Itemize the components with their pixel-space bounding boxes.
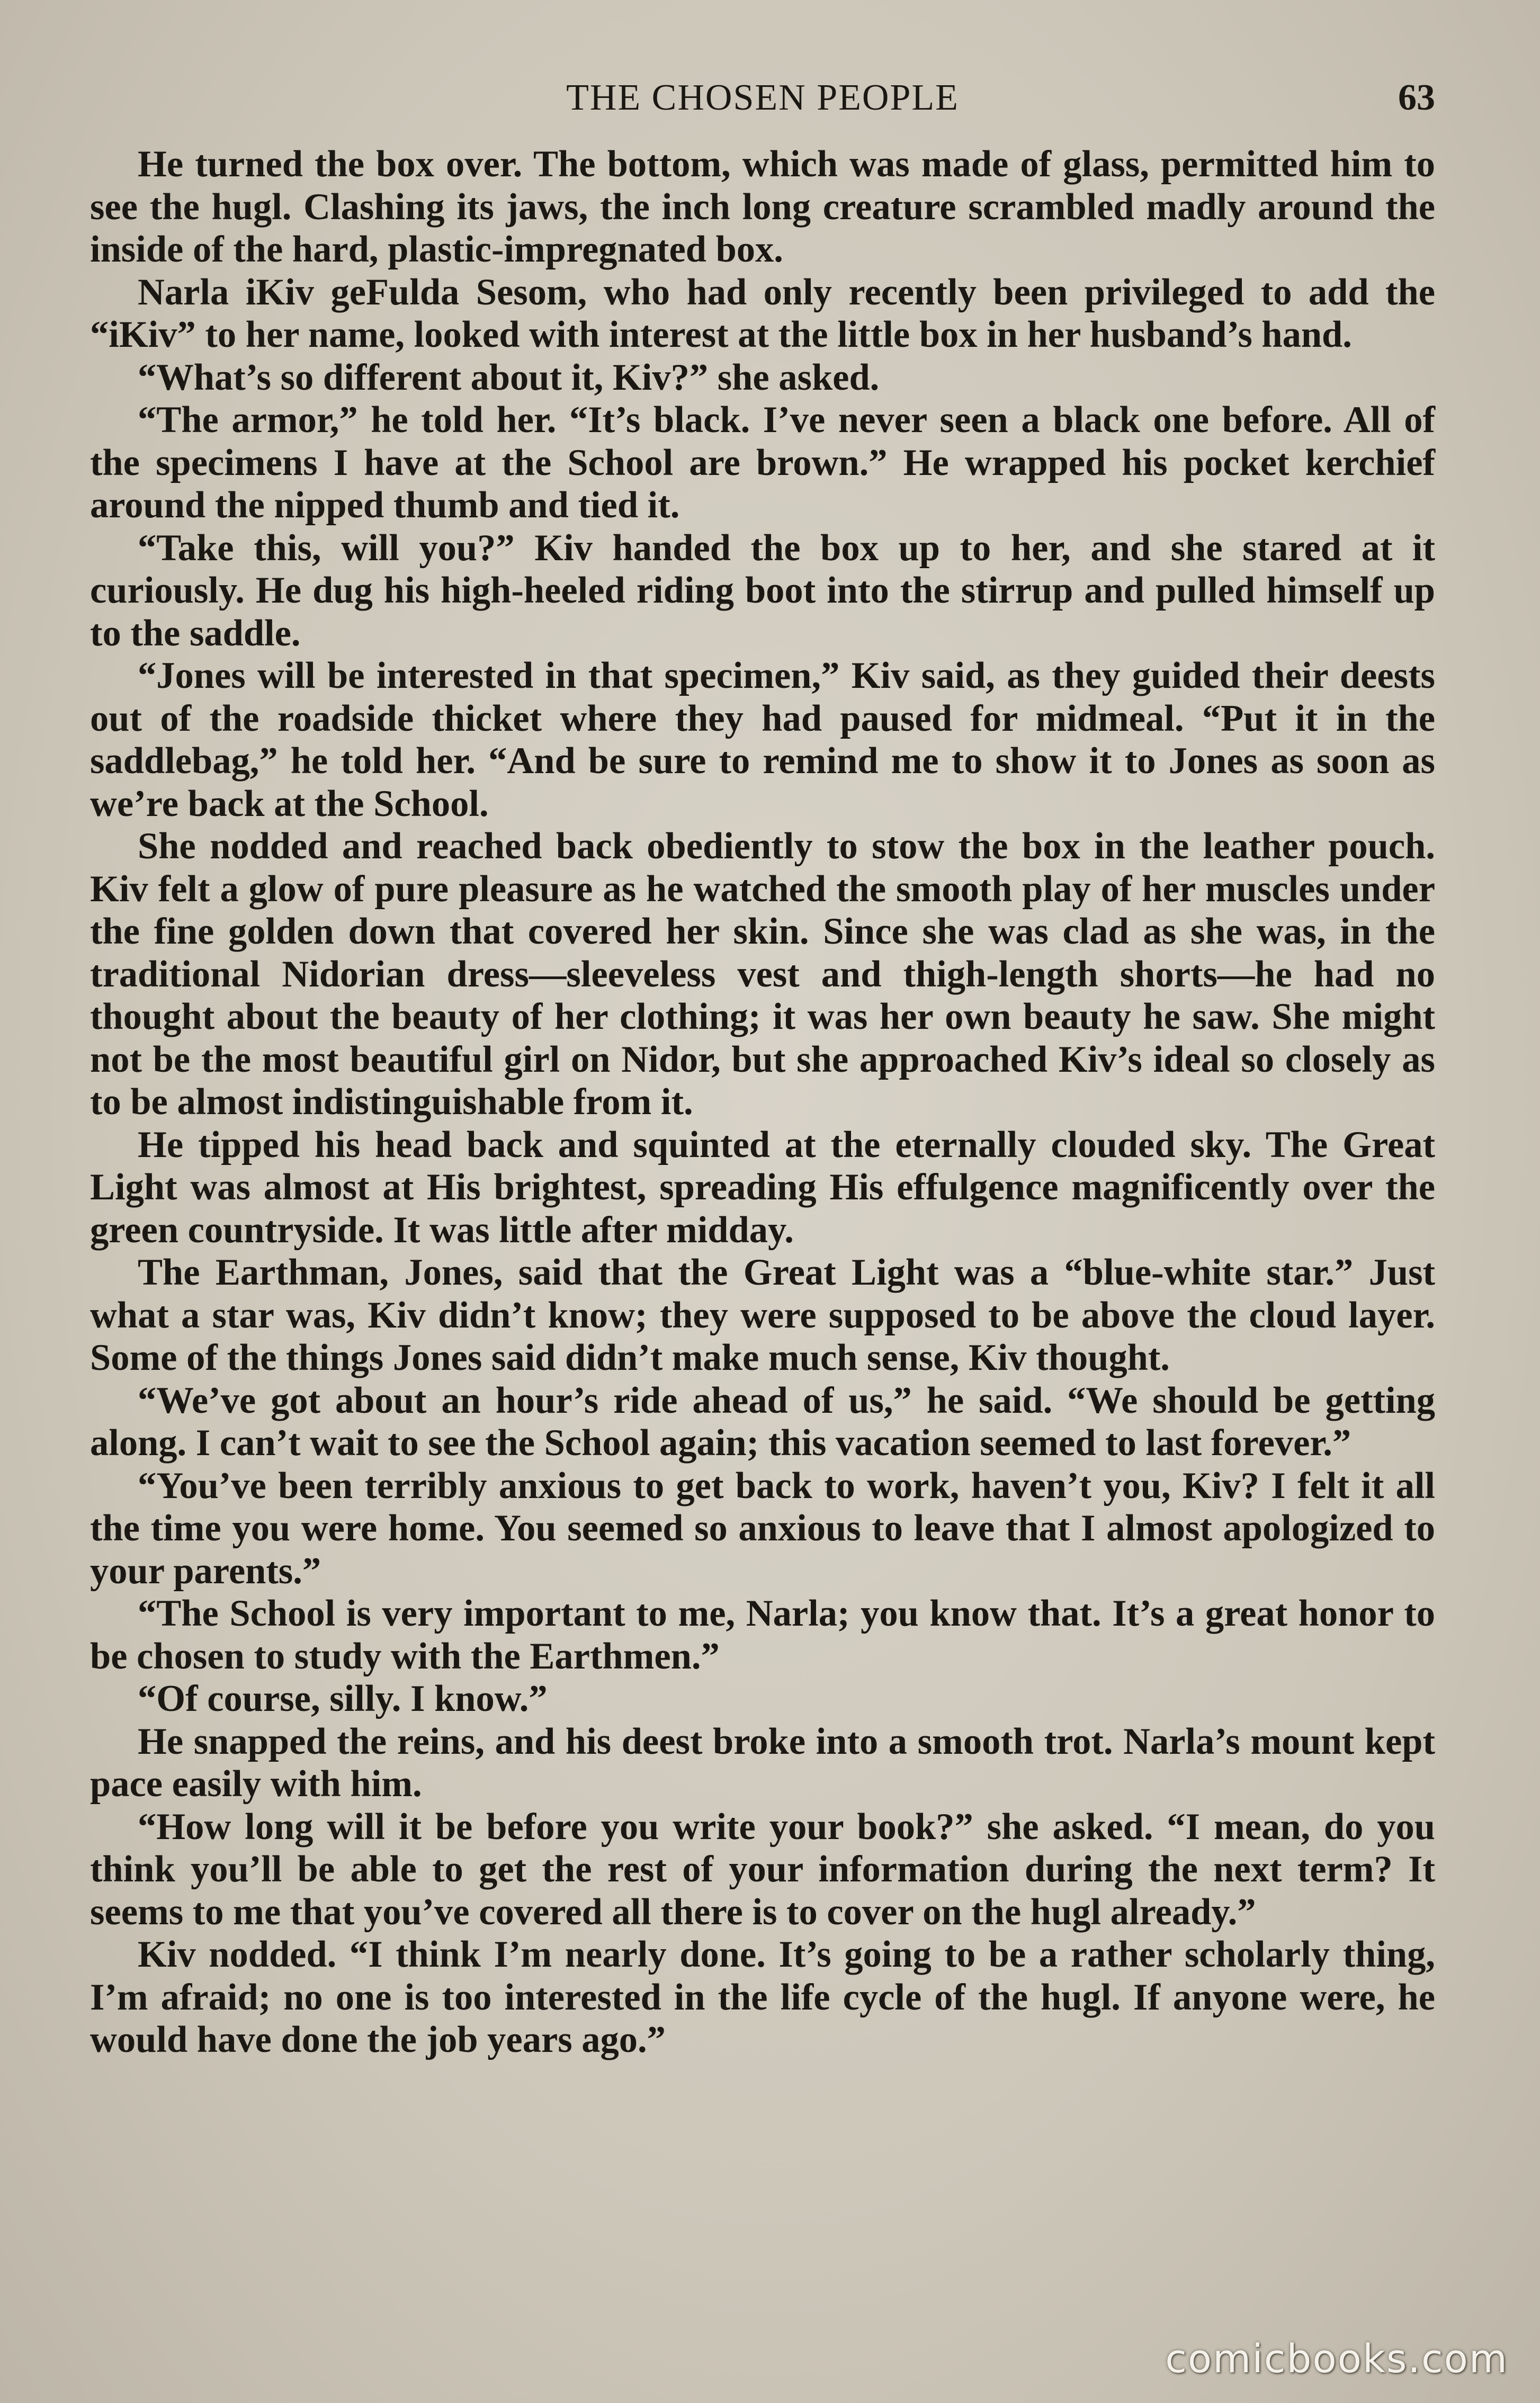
paragraph: Kiv nodded. “I think I’m nearly done. It’s going to be a rather scholarly thing, I’m afraid; no one is too interested in the life cycle of the hugl. If anyone were, he would have done the job years ago.”	[90, 1934, 1435, 2060]
paragraph: “We’ve got about an hour’s ride ahead of us,” he said. “We should be getting along. I can’t wait to see the School again; this vacation seemed to last forever.”	[90, 1379, 1435, 1464]
paragraph: “The armor,” he told her. “It’s black. I’ve never seen a black one before. All of the specimens I have at the School are brown.” He wrapped his pocket kerchief around the nipped thumb and tied it.	[90, 399, 1435, 526]
paragraph: She nodded and reached back obediently to stow the box in the leather pouch. Kiv felt a glow of pure pleasure as he watched the smooth play of her muscles under the fine golden down that covered her skin. Since she was clad as she was, in the traditional Nidorian dress—sleeveless vest and thigh-length shorts—he had no thought about the beauty of her clothing; it was her own beauty he saw. She might not be the most beautiful girl on Nidor, but she approached Kiv’s ideal so closely as to be almost indistinguishable from it.	[90, 826, 1435, 1123]
paragraph: “Of course, silly. I know.”	[138, 1678, 548, 1719]
paragraph: The Earthman, Jones, said that the Great Light was a “blue-white star.” Just what a star was, Kiv didn’t know; they were supposed to be above the cloud layer. Some of the things Jones said didn’t make much sense, Kiv thought.	[90, 1252, 1435, 1378]
page-number: 63	[1398, 77, 1435, 118]
paragraph: “The School is very important to me, Narla; you know that. It’s a great honor to be chosen to study with the Earthmen.”	[90, 1593, 1435, 1677]
paragraph: He turned the box over. The bottom, which was made of glass, permitted him to see the hugl. Clashing its jaws, the inch long creature scrambled madly around the inside of the hard, plastic-impregnated box.	[90, 144, 1435, 270]
story-text	[90, 143, 1435, 2061]
paragraph: “How long will it be before you write your book?” she asked. “I mean, do you think you’ll be able to get the rest of your information during the next term? It seems to me that you’ve covered all there is to cover on the hugl already.”	[90, 1806, 1435, 1933]
paragraph: Narla iKiv geFulda Sesom, who had only recently been privileged to add the “iKiv” to her name, looked with interest at the little box in her husband’s hand.	[90, 271, 1435, 355]
running-title: THE CHOSEN PEOPLE	[566, 77, 959, 118]
paragraph: “Take this, will you?” Kiv handed the box up to her, and she stared at it curiously. He dug his high-heeled riding boot into the stirrup and pulled himself up to the saddle.	[90, 527, 1435, 654]
page-header	[90, 69, 1435, 127]
watermark: comicbooks.com	[1165, 2336, 1508, 2382]
paragraph: “You’ve been terribly anxious to get back to work, haven’t you, Kiv? I felt it all the time you were home. You seemed so anxious to leave that I almost apologized to your parents.”	[90, 1465, 1435, 1592]
paragraph: He snapped the reins, and his deest broke into a smooth trot. Narla’s mount kept pace easily with him.	[90, 1720, 1435, 1805]
paragraph: “What’s so different about it, Kiv?” she asked.	[138, 356, 880, 398]
paragraph: He tipped his head back and squinted at the eternally clouded sky. The Great Light was almost at His brightest, spreading His effulgence magnificently over the green countryside. It was little after midday.	[90, 1124, 1435, 1251]
paragraph: “Jones will be interested in that specimen,” Kiv said, as they guided their deests out of the roadside thicket where they had paused for midmeal. “Put it in the saddlebag,” he told her. “And be sure to remind me to show it to Jones as soon as we’re back at the School.	[90, 655, 1435, 824]
